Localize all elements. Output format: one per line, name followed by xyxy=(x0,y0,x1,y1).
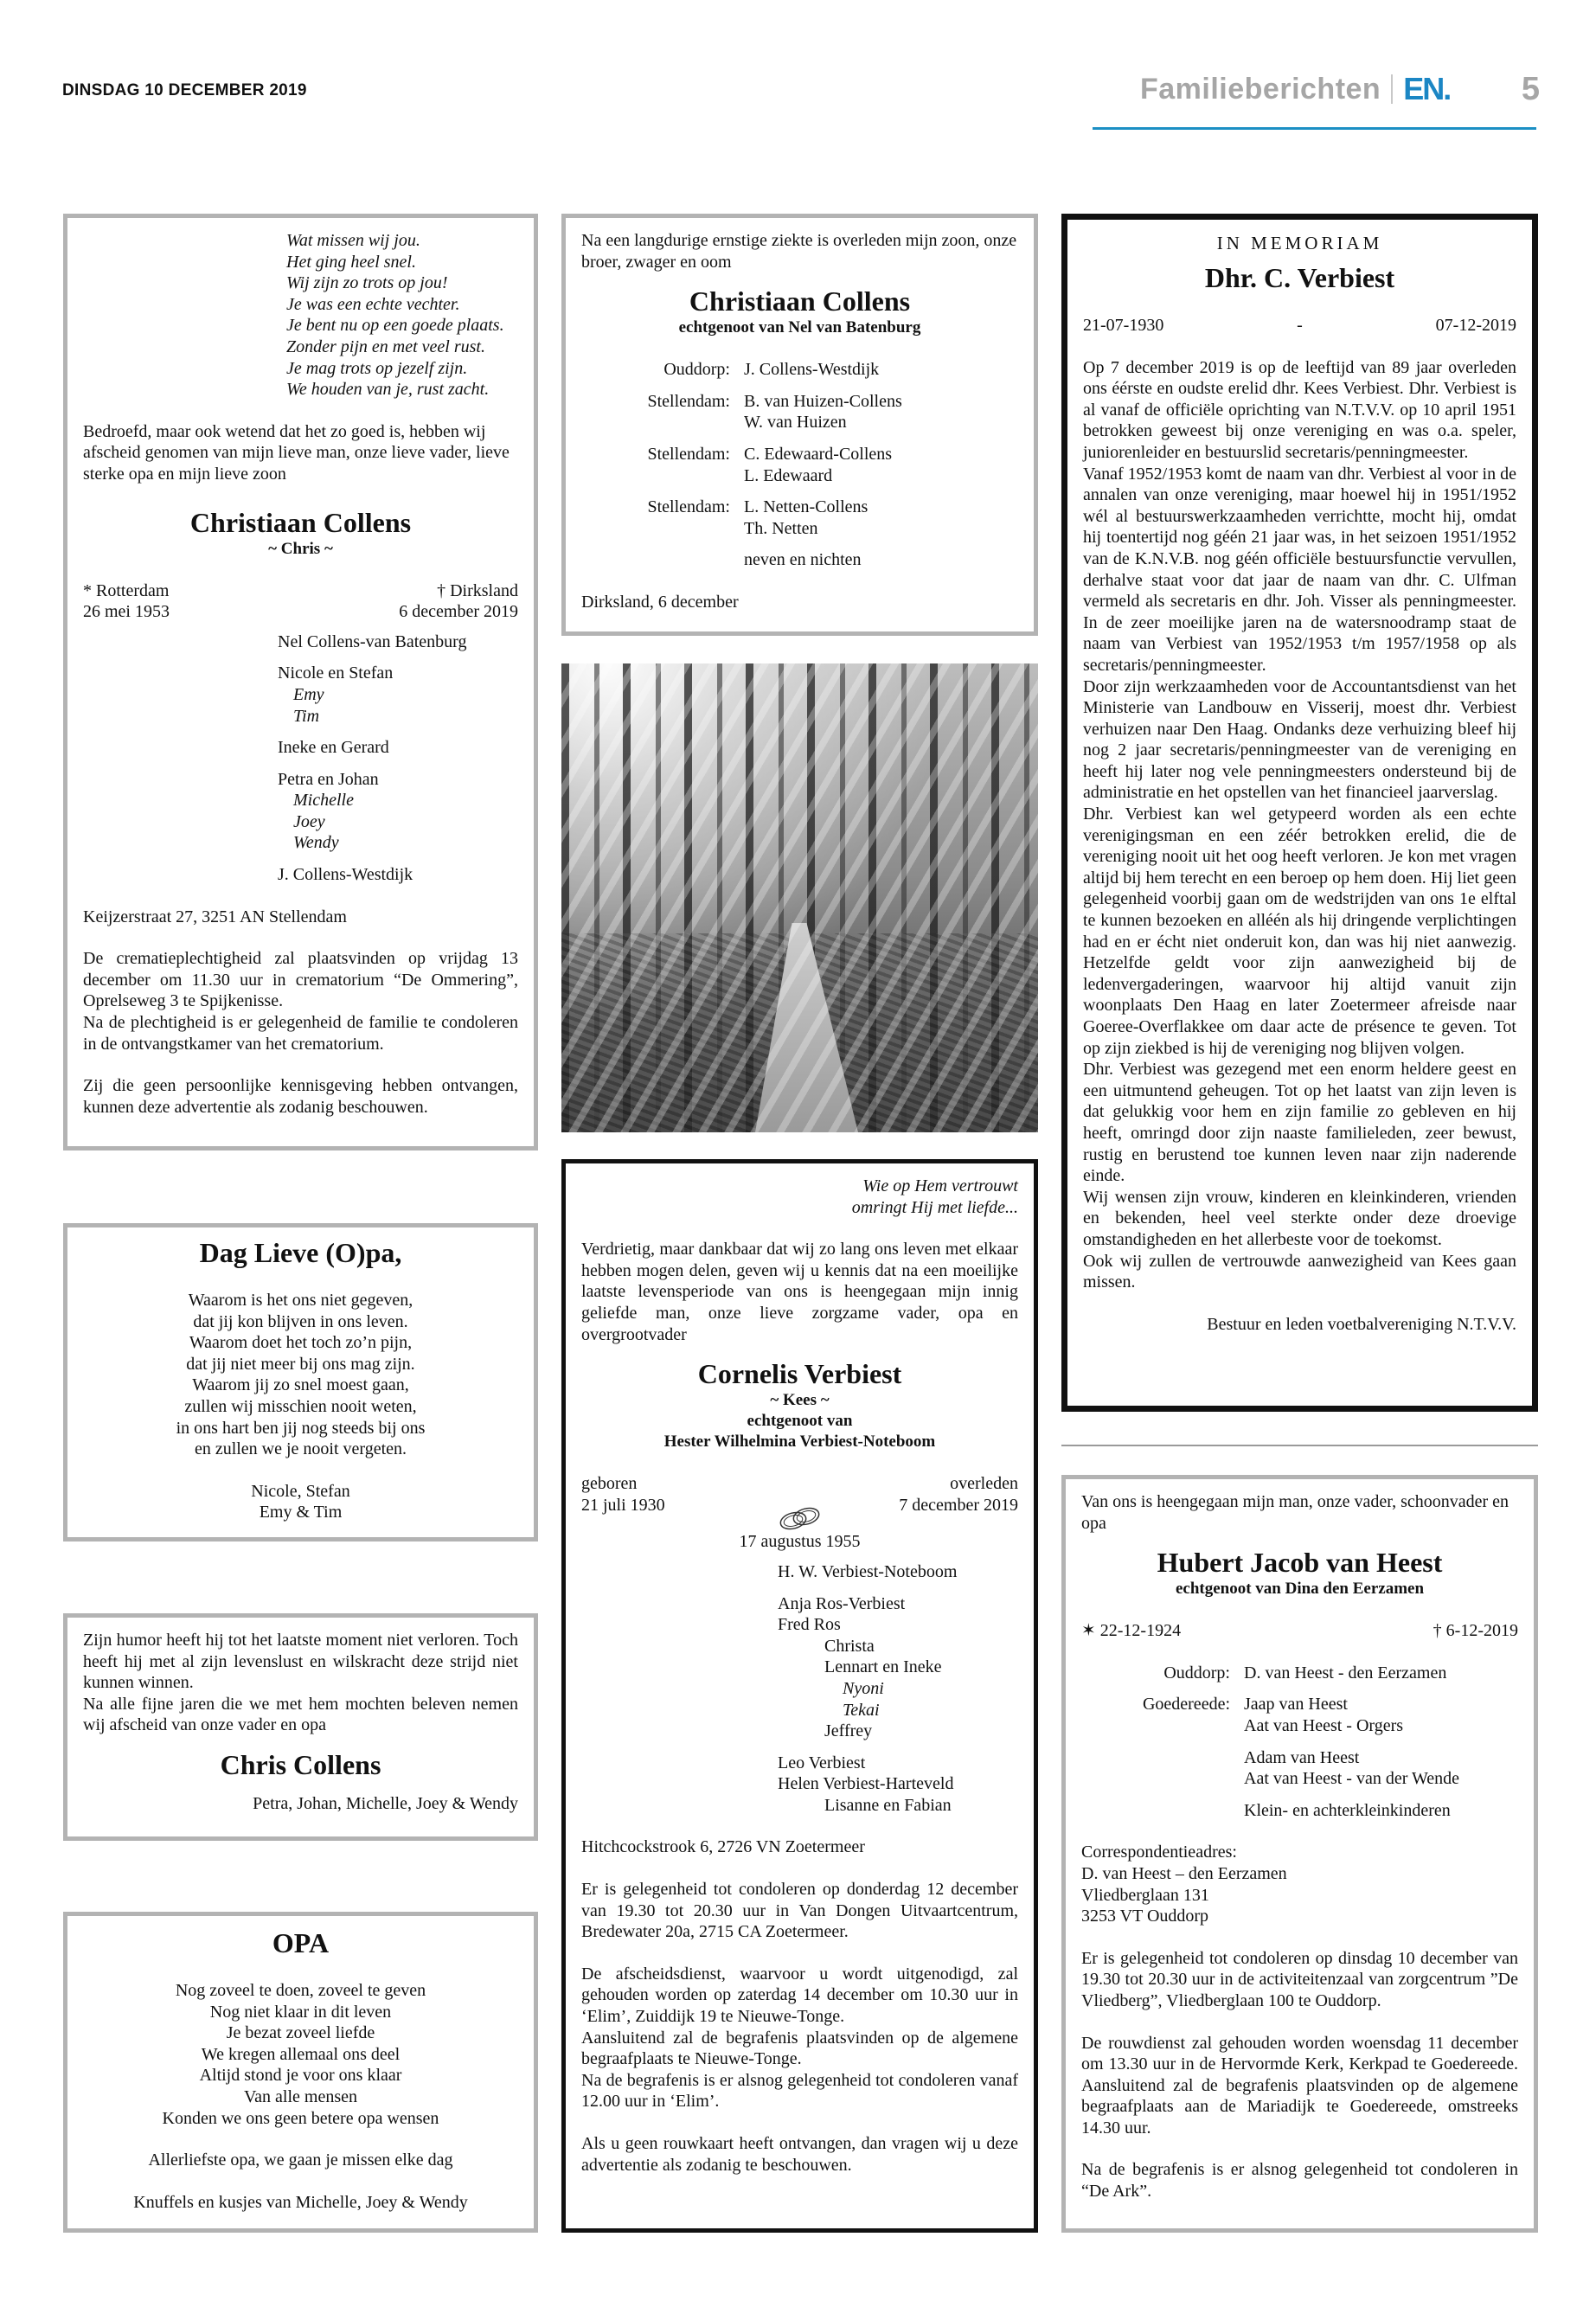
poem-line: Wat missen wij jou. xyxy=(286,231,420,250)
poem-line: Je was een echte vechter. xyxy=(286,294,460,314)
dates-row xyxy=(1081,1620,1518,1642)
relative-name: L. Edewaard xyxy=(744,465,833,485)
nickname: ~ Kees ~ xyxy=(770,1391,830,1410)
family-member: Lisanne en Fabian xyxy=(824,1795,952,1815)
poem-line: We houden van je, rust zacht. xyxy=(286,380,490,400)
relative-name: Aat van Heest - Orgers xyxy=(1244,1715,1404,1735)
family-member: Nel Collens-van Batenburg xyxy=(278,631,467,651)
deceased-name: Christiaan Collens xyxy=(689,285,911,317)
poem-line: Waarom is het ons niet gegeven, xyxy=(188,1291,413,1310)
notice-text: Zij die geen persoonlijke kennisgeving hebben ontvangen, kunnen deze advertentie als zodanig beschouwen. xyxy=(83,1076,518,1117)
family-member: Tim xyxy=(293,706,320,726)
issue-date: DINSDAG 10 DECEMBER 2019 xyxy=(62,81,307,99)
signature-line: Emy & Tim xyxy=(259,1503,343,1522)
dates-row xyxy=(83,580,518,623)
obituary-cornelis-verbiest xyxy=(561,1159,1038,2233)
family-member: H. W. Verbiest-Noteboom xyxy=(778,1561,958,1581)
birth-date: ✶ 22-12-1924 xyxy=(1081,1621,1182,1641)
family-member: J. Collens-Westdijk xyxy=(278,865,413,885)
newspaper-logo: EN. xyxy=(1403,71,1451,106)
poem-line: Het ging heel snel. xyxy=(286,252,416,272)
deceased-name: Christiaan Collens xyxy=(189,506,412,538)
relative-names xyxy=(1244,1800,1518,1822)
dates-row xyxy=(1083,315,1516,336)
intro-text: Verdrietig, maar dankbaar dat wij zo lang ons leven met elkaar hebben mogen delen, geven wij u kennis dat na een moeilijke laatste levensperiode van ons is heengegaan mijn innig geliefde man, onze lieve zorgzame vader, opa en overgrootvader xyxy=(581,1240,1018,1344)
ad-title: Dag Lieve (O)pa, xyxy=(199,1237,402,1268)
poem-line: zullen wij misschien nooit weten, xyxy=(184,1396,417,1416)
address: Keijzerstraat 27, 3251 AN Stellendam xyxy=(83,907,347,926)
paragraph: Op 7 december 2019 is op de leeftijd van 89 jaar overleden ons éérste en oudste erelid dhr. Kees Verbiest. Dhr. Verbiest is al vanaf de officiële oprichting van N.T.V.V. op 10 april 1951 betrokken geweest bij onze vereniging en was o.a. speler, juniorenleider en bestuurslid secretaris/penningmeester. xyxy=(1083,357,1516,462)
died-label: overleden xyxy=(950,1474,1018,1494)
signature: Petra, Johan, Michelle, Joey & Wendy xyxy=(253,1793,518,1813)
memoriam-heading: IN MEMORIAM xyxy=(1216,233,1383,253)
poem-line: dat jij kon blijven in ons leven. xyxy=(193,1311,408,1331)
burial-text: Aansluitend zal de begrafenis plaatsvinden op de algemene begraafplaats te Nieuwe-Tonge. xyxy=(581,2028,1018,2069)
family-member: Emy xyxy=(293,684,324,704)
relative-names xyxy=(1244,1694,1518,1736)
intro-text: Na een langdurige ernstige ziekte is overleden mijn zoon, onze broer, zwager en oom xyxy=(581,231,1017,272)
relative-name: D. van Heest - den Eerzamen xyxy=(1244,1663,1447,1682)
relative-name: Th. Netten xyxy=(744,518,818,538)
death-place: † Dirksland xyxy=(437,580,518,600)
born-date: 21 juli 1930 xyxy=(581,1495,665,1515)
relative-place: Ouddorp: xyxy=(1163,1663,1230,1682)
relative-name: B. van Huizen-Collens xyxy=(744,391,902,411)
relative-place xyxy=(1081,1800,1230,1822)
after-burial-text: Na de begrafenis is er alsnog gelegenheid tot condoleren vanaf 12.00 uur in ‘Elim’. xyxy=(581,2070,1018,2112)
relative-name: J. Collens-Westdijk xyxy=(744,360,880,380)
header-divider xyxy=(1391,74,1393,104)
forest-photo xyxy=(561,663,1038,1132)
family-member: Tekai xyxy=(843,1700,880,1720)
relative-place xyxy=(581,549,730,571)
condolence-text: Er is gelegenheid tot condoleren op dinsdag 10 december van 19.30 tot 20.30 uur in de activiteitenzaal van zorgcentrum ”De Vliedberg”, Vliedberglaan 100 te Ouddorp. xyxy=(1081,1948,1518,2010)
death-date: † 6-12-2019 xyxy=(1433,1621,1518,1641)
date-to: 07-12-2019 xyxy=(1435,316,1516,335)
deceased-name: Cornelis Verbiest xyxy=(697,1358,902,1390)
death-date: 6 december 2019 xyxy=(399,602,518,622)
relative-place: Stellendam: xyxy=(647,444,730,464)
relative-place: Stellendam: xyxy=(647,497,730,517)
poem-line: Je bezat zoveel liefde xyxy=(226,2023,375,2043)
family-list xyxy=(278,631,518,886)
paragraph: Vanaf 1952/1953 komt de naam van dhr. Verbiest al voor in de annalen van onze vereniging, maar hoewel hij in 1951/1952 wél al bestuurswerkzaamheden verrichtte, mocht hij, omdat hij toentertijd nog géén 21 jaar was, in het seizoen 1951/1952 van de K.N.V.B. nog géén officiële bestuursfunctie vervullen, derhalve staat voor dat jaar de naam van dhr. C. Ulfman vermeld als secretaris en dhr. Joh. Visser als penningmeester. In de zeer moeilijke jaren na de watersnoodramp staat de naam van Verbiest van 1952/1953 t/m 1957/1958 op als secretaris/penningmeester. xyxy=(1083,464,1516,675)
relative-name: L. Netten-Collens xyxy=(744,497,869,517)
signature-line: Nicole, Stefan xyxy=(251,1481,350,1501)
family-member: Nicole en Stefan xyxy=(278,663,394,683)
deceased-name: Dhr. C. Verbiest xyxy=(1204,262,1395,293)
family-member: Joey xyxy=(293,811,325,831)
address-line: 3253 VT Ouddorp xyxy=(1081,1907,1209,1926)
quote-line: Wie op Hem vertrouwt xyxy=(862,1176,1018,1195)
paragraph: Wij wensen zijn vrouw, kinderen en kleinkinderen, vrienden en bekenden, heel veel sterkte onder deze droevige omstandigheden en het allerbeste voor de toekomst. xyxy=(1083,1187,1516,1249)
relative-name: C. Edewaard-Collens xyxy=(744,444,893,464)
poem-line: Altijd stond je voor ons klaar xyxy=(199,2066,402,2086)
poem xyxy=(83,1980,518,2129)
address-line: Vliedberglaan 131 xyxy=(1081,1885,1209,1905)
place-date: Dirksland, 6 december xyxy=(581,592,739,612)
quote-line: omringt Hij met liefde... xyxy=(851,1197,1018,1217)
condolence-text: Er is gelegenheid tot condoleren op donderdag 12 december van 19.30 tot 20.30 uur in Van Dongen Uitvaartcentrum, Bredewater 20a, 2715 CA Zoetermeer. xyxy=(581,1880,1018,1942)
service-text: De afscheidsdienst, waarvoor u wordt uitgenodigd, zal gehouden worden op zaterdag 14 december om 10.30 uur in ‘Elim’, Zuiddijk 19 te Nieuwe-Tonge. xyxy=(581,1964,1018,2027)
wedding-date: 17 augustus 1955 xyxy=(739,1532,861,1552)
service-text: De rouwdienst zal gehouden worden woensdag 11 december om 13.30 uur in de Hervormde Kerk, Kerkpad te Goedereede. Aansluitend zal de begrafenis plaatsvinden op de algemene begraafplaats aan de Mariadijk te Goedereede, omstreeks 14.30 uur. xyxy=(1081,2033,1518,2138)
relative-name: Klein- en achterkleinkinderen xyxy=(1244,1800,1451,1820)
obituary-opa xyxy=(63,1912,538,2233)
relative-name: Jaap van Heest xyxy=(1244,1695,1348,1715)
deceased-name: Hubert Jacob van Heest xyxy=(1157,1547,1443,1579)
farewell-text: Na alle fijne jaren die we met hem mochten beleven nemen wij afscheid van onze vader en opa xyxy=(83,1694,518,1735)
relative-place xyxy=(1081,1747,1230,1790)
memoriam-text xyxy=(1083,357,1516,1293)
quote xyxy=(581,1176,1018,1218)
poem-line: Waarom jij zo snel moest gaan, xyxy=(192,1375,409,1395)
ceremony-text: De crematieplechtigheid zal plaatsvinden op vrijdag 13 december om 11.30 uur in crematorium “De Ommering”, Oprelseweg 3 te Spijkenisse. xyxy=(83,949,518,1011)
obituary-christiaan-collens-family xyxy=(561,214,1038,636)
in-memoriam-verbiest xyxy=(1061,214,1538,1412)
family-member: Fred Ros xyxy=(778,1615,841,1635)
column-divider xyxy=(1061,1445,1538,1446)
poem-line: Je bent nu op een goede plaats. xyxy=(286,316,504,336)
spouse-name: Hester Wilhelmina Verbiest-Noteboom xyxy=(663,1433,936,1452)
relative-name: Aat van Heest - van der Wende xyxy=(1244,1769,1460,1789)
relative-names xyxy=(744,497,1018,539)
family-member: Anja Ros-Verbiest xyxy=(778,1593,906,1613)
relative-names xyxy=(744,444,1018,486)
poem-line: We kregen allemaal ons deel xyxy=(201,2044,401,2064)
paragraph: Door zijn werkzaamheden voor de Accountantsdienst van het Ministerie van Landbouw en Visserij, moest dhr. Verbiest verhuizen naar Den Haag. Ondanks deze verhuizing bleef hij nog 2 jaar secretaris/penningmeester van de vereniging en heeft hij later nog vele penningmeesters ondersteund bij de administratie en het opstellen van het financieel jaarverslag. xyxy=(1083,676,1516,803)
signature: Knuffels en kusjes van Michelle, Joey & Wendy xyxy=(133,2192,468,2212)
poem xyxy=(286,230,518,401)
paragraph: Dhr. Verbiest kan wel getypeerd worden als een echte verenigingsman en een zéér betrokken erelid, die de vereniging nooit uit het oog heeft verloren. Je kon met vragen altijd bij hem terecht en een beroep op hem doen. Hij liet geen gelegenheid voorbij gaan om de wedstrijden van ons 1e elftal te kunnen bezoeken en alléén als hij dringende verplichtingen had en er écht niet onderuit kon, dan was hij niet aanwezig. Hetzelfde geldt voor zijn aanwezigheid bij de ledenvergaderingen, waarvoor hij altijd vanuit zijn woonplaats Den Haag en later Zoetermeer afreisde naar Goeree-Overflakkee om daar acte de présence te geven. Tot op zijn ziekbed is hij de vereniging nog blijven volgen. xyxy=(1083,804,1516,1058)
after-burial-text: Na de begrafenis is er alsnog gelegenheid tot condoleren in “De Ark”. xyxy=(1081,2160,1518,2202)
intro-text: Bedroefd, maar ook wetend dat het zo goed is, hebben wij afscheid genomen van mijn lieve man, onze lieve vader, lieve sterke opa en mijn lieve zoon xyxy=(83,421,510,484)
notice-text: Als u geen rouwkaart heeft ontvangen, dan vragen wij u deze advertentie als zodanig te beschouwen. xyxy=(581,2134,1018,2175)
poem-line: Van alle mensen xyxy=(243,2086,358,2106)
obituary-chris-collens xyxy=(63,1613,538,1841)
paragraph: Ook wij zullen de vertrouwde aanwezigheid van Kees gaan missen. xyxy=(1083,1251,1516,1292)
poem-line: Wij zijn zo trots op jou! xyxy=(286,273,448,293)
date-separator: - xyxy=(1297,316,1303,335)
family-member: Petra en Johan xyxy=(278,769,379,789)
relative-name: neven en nichten xyxy=(744,550,862,570)
spouse-line: echtgenoot van Dina den Eerzamen xyxy=(1175,1580,1425,1599)
poem-line: Waarom doet het toch zo’n pijn, xyxy=(189,1333,413,1353)
poem-line: en zullen we je nooit vergeten. xyxy=(194,1439,407,1459)
signature: Bestuur en leden voetbalvereniging N.T.V.V. xyxy=(1207,1314,1516,1334)
ad-title: OPA xyxy=(272,1927,330,1958)
relative-place: Ouddorp: xyxy=(663,360,730,380)
poem-line: in ons hart ben jij nog steeds bij ons xyxy=(176,1418,426,1438)
address-line: D. van Heest – den Eerzamen xyxy=(1081,1863,1287,1883)
relative-names xyxy=(744,549,1018,571)
address: Hitchcockstrook 6, 2726 VN Zoetermeer xyxy=(581,1837,865,1857)
family-member: Christa xyxy=(824,1636,875,1656)
poem-line: Konden we ons geen betere opa wensen xyxy=(162,2108,439,2128)
correspondence-address xyxy=(1081,1842,1518,1926)
birth-date: 26 mei 1953 xyxy=(83,602,170,622)
address-line: Correspondentieadres: xyxy=(1081,1843,1237,1862)
relative-names xyxy=(1244,1663,1518,1684)
spouse-line: echtgenoot van Nel van Batenburg xyxy=(678,318,921,337)
relative-place: Goedereede: xyxy=(1142,1695,1230,1715)
family-member: Lennart en Ineke xyxy=(824,1657,942,1677)
family-member: Nyoni xyxy=(843,1678,884,1698)
spouse-label: echtgenoot van xyxy=(747,1412,853,1431)
obituary-dag-lieve-opa xyxy=(63,1223,538,1541)
family-member: Wendy xyxy=(293,833,339,853)
relative-names xyxy=(1244,1747,1518,1790)
birth-place: * Rotterdam xyxy=(83,580,170,600)
poem-line: Zonder pijn en met veel rust. xyxy=(286,336,485,356)
family-member: Michelle xyxy=(293,791,354,811)
obituary-christiaan-collens xyxy=(63,214,538,1150)
relative-names xyxy=(744,391,1018,433)
born-label: geboren xyxy=(581,1474,638,1494)
relatives-table xyxy=(1081,1663,1518,1822)
relative-place: Stellendam: xyxy=(647,391,730,411)
family-member: Leo Verbiest xyxy=(778,1753,866,1772)
deceased-name: Chris Collens xyxy=(220,1748,381,1780)
relatives-table xyxy=(581,359,1018,571)
nickname: ~ Chris ~ xyxy=(268,539,333,558)
died-date: 7 december 2019 xyxy=(899,1495,1018,1515)
relative-names xyxy=(744,359,1018,381)
family-list xyxy=(778,1561,1018,1817)
signature xyxy=(83,1481,518,1523)
intro-text: Van ons is heengegaan mijn man, onze vader, schoonvader en opa xyxy=(1081,1492,1509,1533)
poem-line: Nog zoveel te doen, zoveel te geven xyxy=(175,1981,426,2000)
relative-name: Adam van Heest xyxy=(1244,1747,1360,1767)
date-from: 21-07-1930 xyxy=(1083,316,1164,335)
condolence-text: Na de plechtigheid is er gelegenheid de familie te condoleren in de ontvangstkamer van het crematorium. xyxy=(83,1013,518,1054)
header-rule xyxy=(1093,127,1536,130)
page-number: 5 xyxy=(1521,70,1540,107)
relative-name: W. van Huizen xyxy=(744,413,847,433)
section-title: Familieberichten xyxy=(1140,72,1381,106)
wedding-rings-icon xyxy=(776,1505,824,1531)
intro-text: Zijn humor heeft hij tot het laatste moment niet verloren. Toch heeft hij met al zijn levenslust en wilskracht deze strijd niet kunnen winnen. xyxy=(83,1631,518,1693)
poem-line: Nog niet klaar in dit leven xyxy=(209,2002,392,2022)
obituary-hubert-van-heest xyxy=(1061,1475,1538,2233)
poem-line: Je mag trots op jezelf zijn. xyxy=(286,358,468,378)
poem xyxy=(83,1290,518,1460)
family-member: Jeffrey xyxy=(824,1721,873,1741)
page-header xyxy=(1140,67,1540,111)
closing-line: Allerliefste opa, we gaan je missen elke dag xyxy=(148,2150,453,2170)
family-member: Ineke en Gerard xyxy=(278,738,389,758)
family-member: Helen Verbiest-Harteveld xyxy=(778,1774,954,1794)
paragraph: Dhr. Verbiest was gezegend met een enorm heldere geest en een uitmuntend geheugen. Tot op het laatst van zijn leven is dat gelukkig voor hem en zijn familie zo gebleven en hij heeft, omringd door zijn naaste familieleden, zeer bewust, rustig en berustend toe kunnen leven naar zijn naderende einde. xyxy=(1083,1060,1516,1186)
poem-line: dat jij niet meer bij ons mag zijn. xyxy=(186,1354,415,1374)
